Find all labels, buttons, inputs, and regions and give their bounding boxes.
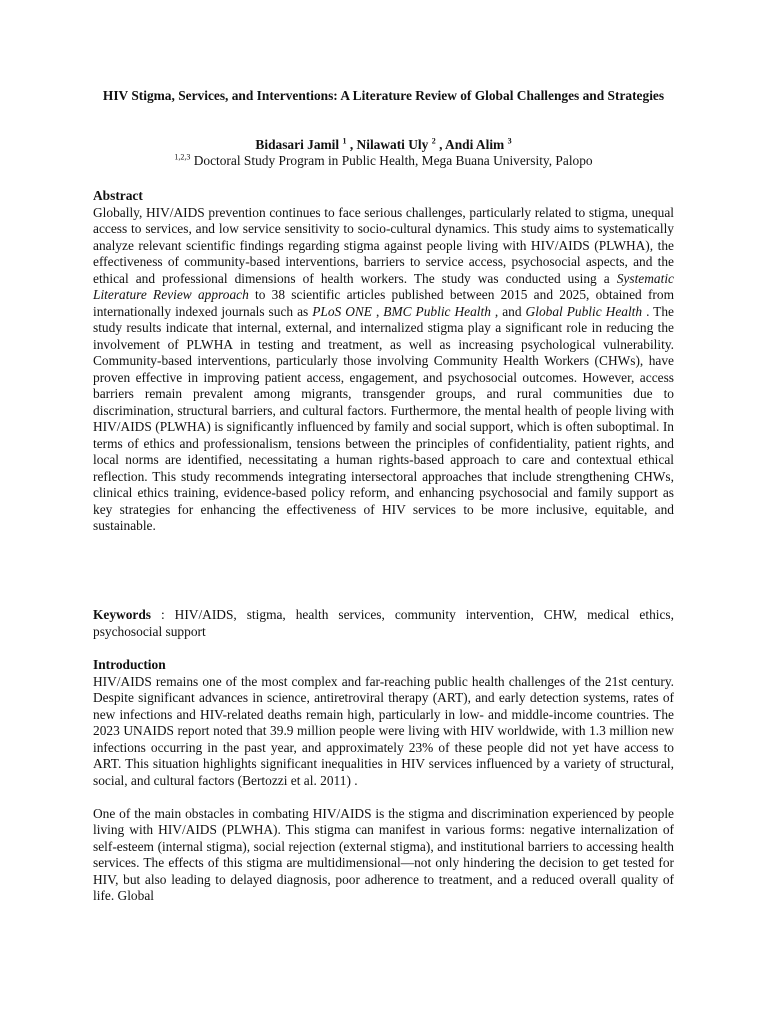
abstract-heading: Abstract xyxy=(93,188,143,203)
journal-name: BMC Public Health xyxy=(383,303,491,319)
author-name: Bidasari Jamil xyxy=(255,137,340,152)
introduction-section xyxy=(93,657,674,905)
affiliation-text: Doctoral Study Program in Public Health, Mega Buana University, Palopo xyxy=(193,153,593,168)
author-affiliation-mark: 3 xyxy=(507,136,512,146)
method-emphasis: Systematic Literature Review approach xyxy=(93,270,674,302)
abstract-body: Globally, HIV/AIDS prevention continues to face serious challenges, particularly related to stigma, unequal access to services, and low service sensitivity to socio-cultural dynamics. This study aims to systematically analyze relevant scientific findings regarding stigma against people living with HIV/AIDS (PLWHA), the effectiveness of community-based interventions, barriers to service access, psychosocial aspects, and the ethical and professional dimensions of health workers. The study was conducted using a Systematic Literature Review approach to 38 scientific articles published between 2015 and 2025, obtained from internationally indexed journals such as PLoS ONE , BMC Public Health , and Global Public Health . The study results indicate that internal, external, and internalized stigma play a significant role in reducing the involvement of PLWHA in testing and treatment, as well as increasing psychological vulnerability. Community-based interventions, particularly those involving Community Health Workers (CHWs), have proven effective in improving patient access, engagement, and psychosocial outcomes. However, access barriers remain prevalent among migrants, transgender groups, and rural communities due to discrimination, structural barriers, and cultural factors. Furthermore, the mental health of people living with HIV/AIDS (PLWHA) is significantly influenced by family and social support, which is often suboptimal. In terms of ethics and professionalism, tensions between the principles of confidentiality, patient rights, and local norms are identified, necessitating a human rights-based approach to care and contextual ethical reflection. This study recommends integrating intersectoral approaches that include strengthening CHWs, clinical ethics training, evidence-based policy reform, and enhancing psychosocial and family support as key strategies for enhancing the effectiveness of HIV services to be more inclusive, equitable, and sustainable. xyxy=(93,204,674,533)
keywords-section xyxy=(93,607,674,640)
journal-name: PLoS ONE xyxy=(312,303,372,319)
author-list: Bidasari Jamil $^1$ , Nilawati Uly $^2$ , Andi Alim $^3$ xyxy=(255,136,512,152)
affiliation xyxy=(93,153,674,170)
introduction-paragraph: HIV/AIDS remains one of the most complex and far-reaching public health challenges of the 21st century. Despite significant advances in science, antiretroviral therapy (ART), and early detection systems, rates of new infections and HIV-related deaths remain high, particularly in low- and middle-income countries. The 2023 UNAIDS report noted that 39.9 million people were living with HIV worldwide, with 1.3 million new infections occurring in the past year, and approximately 23% of these people did not yet have access to ART. This situation highlights significant inequalities in HIV services influenced by a variety of structural, social, and cultural factors (Bertozzi et al. 2011) . xyxy=(93,673,674,788)
author-name: Nilawati Uly xyxy=(356,137,429,152)
keywords-label: Keywords xyxy=(93,607,152,622)
introduction-paragraph: One of the main obstacles in combating HIV/AIDS is the stigma and discrimination experienced by people living with HIV/AIDS (PLWHA). This stigma can manifest in various forms: negative internalization of self-esteem (internal stigma), social rejection (external stigma), and institutional barriers to accessing health services. The effects of this stigma are multidimensional—not only hindering the decision to get tested for HIV, but also leading to delayed diagnosis, poor adherence to treatment, and a reduced overall quality of life. Global xyxy=(93,805,674,903)
paper-title: HIV Stigma, Services, and Interventions: A Literature Review of Global Challenges and Strategies xyxy=(102,88,665,103)
abstract-section xyxy=(93,188,674,535)
journal-name: Global Public Health xyxy=(525,303,643,319)
introduction-heading: Introduction xyxy=(93,657,166,672)
author-affiliation-mark: 1 xyxy=(342,136,347,146)
keywords-text: : HIV/AIDS, stigma, health services, community intervention, CHW, medical ethics, psychosocial support xyxy=(93,607,674,639)
author-affiliation-mark: 2 xyxy=(431,136,436,146)
author-name: Andi Alim xyxy=(445,137,505,152)
affiliation-mark: 1,2,3 xyxy=(174,152,191,162)
